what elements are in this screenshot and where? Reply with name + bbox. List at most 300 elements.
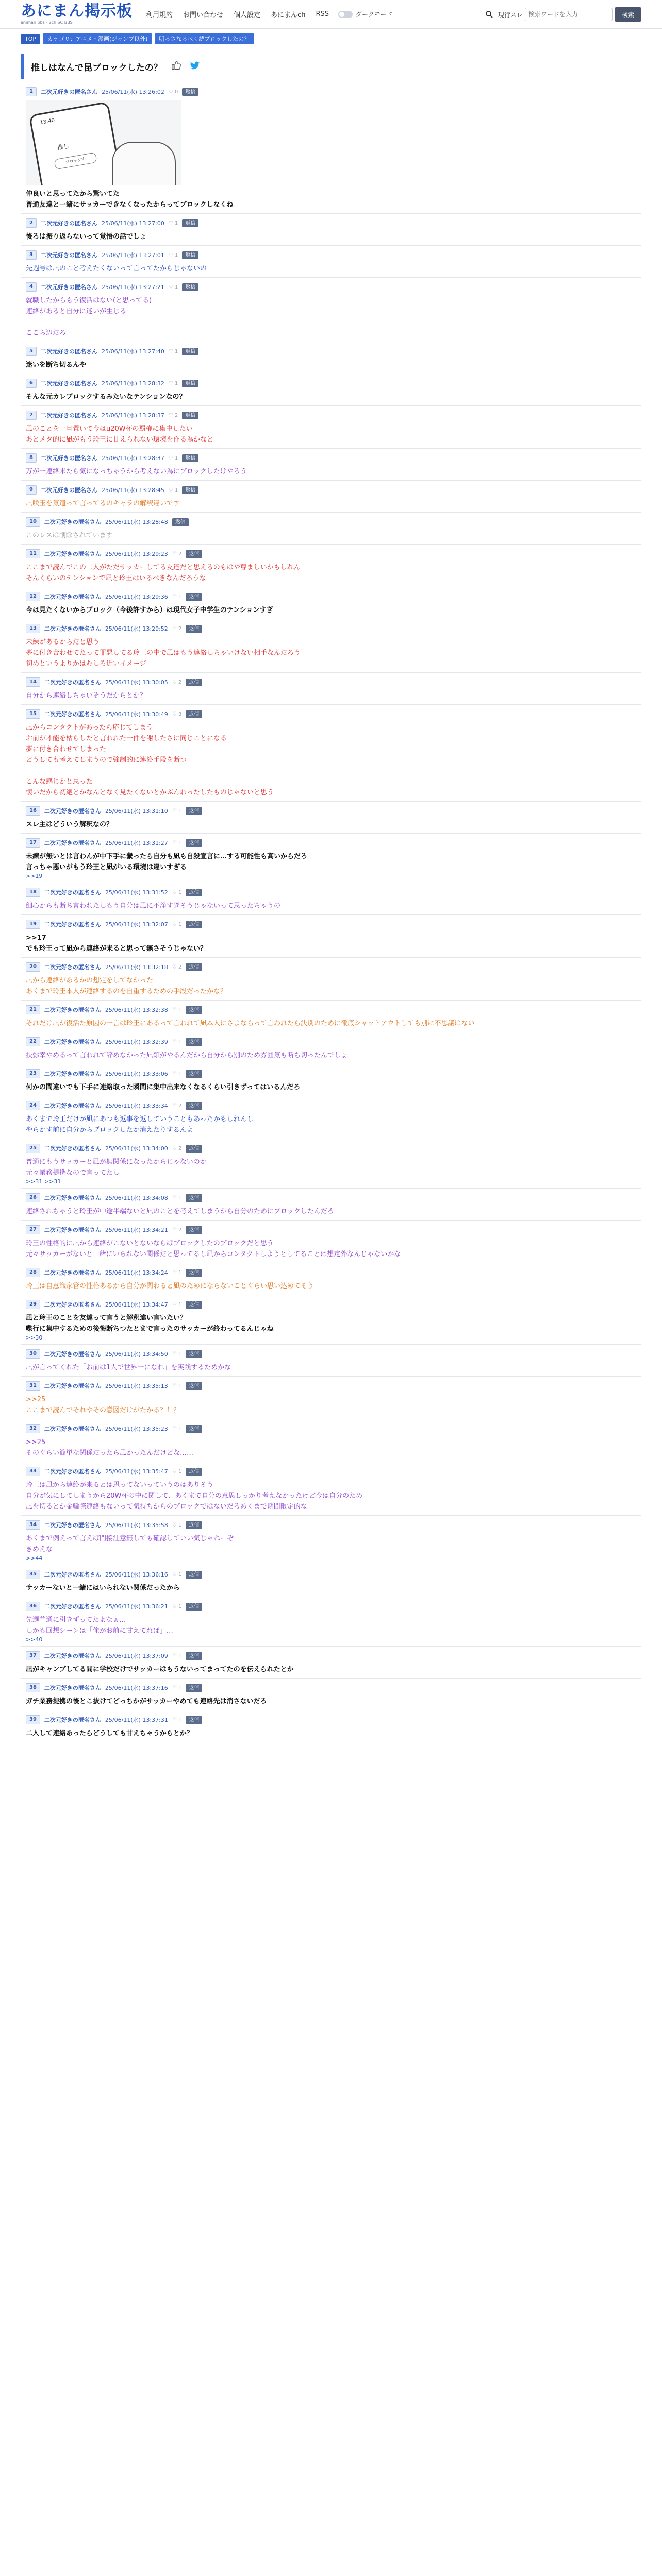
heart-icon: ♡	[172, 1007, 178, 1013]
post	[21, 545, 641, 587]
phone-illustration	[29, 101, 123, 185]
heart-icon: ♡	[172, 1301, 178, 1308]
heart-icon: ♡	[172, 1351, 178, 1357]
post	[21, 1377, 641, 1419]
post	[21, 513, 641, 545]
poster-name: 二次元好きの匿名さん	[40, 380, 97, 387]
nav-animanch[interactable]: あにまんch	[271, 11, 306, 19]
post-date: 25/06/11(水) 13:27:40	[101, 348, 164, 355]
post-number[interactable]: 17	[26, 838, 40, 848]
poster-name: 二次元好きの匿名さん	[44, 1301, 101, 1308]
like-button[interactable]	[169, 89, 178, 95]
post-number[interactable]: 26	[26, 1193, 40, 1202]
post-body: 後ろは振り返らないって覚悟の話でしょ	[26, 233, 147, 241]
like-button[interactable]	[172, 840, 182, 846]
post-number[interactable]: 10	[26, 517, 40, 527]
post	[21, 1295, 641, 1345]
reply-button[interactable]: 返信	[186, 1350, 202, 1358]
reply-button[interactable]: 返信	[186, 710, 202, 718]
post	[21, 1001, 641, 1032]
post-date: 25/06/11(水) 13:31:27	[105, 840, 168, 846]
post-number[interactable]: 19	[26, 920, 40, 929]
like-count: 1	[178, 808, 182, 814]
post-date: 25/06/11(水) 13:30:05	[105, 679, 168, 686]
post	[21, 958, 641, 1001]
heart-icon: ♡	[172, 1071, 178, 1077]
like-button[interactable]	[172, 964, 182, 970]
post	[21, 1221, 641, 1263]
post-number[interactable]: 12	[26, 592, 40, 601]
reply-button[interactable]: 返信	[186, 839, 202, 847]
heart-icon: ♡	[168, 412, 175, 418]
like-button[interactable]	[169, 349, 178, 354]
poster-name: 二次元好きの匿名さん	[44, 1071, 101, 1077]
reply-button[interactable]: 返信	[182, 251, 198, 259]
reply-button[interactable]: 返信	[186, 1269, 202, 1277]
post-meta	[26, 838, 636, 848]
dark-mode-toggle[interactable]	[338, 10, 393, 19]
post-meta	[26, 1349, 636, 1359]
heart-icon: ♡	[172, 1522, 178, 1528]
like-count: 1	[178, 1653, 182, 1659]
like-button[interactable]	[172, 594, 182, 600]
reply-button[interactable]: 返信	[186, 1571, 202, 1579]
post	[21, 1565, 641, 1597]
post-meta	[26, 549, 636, 559]
nav-terms[interactable]: 利用規約	[146, 11, 173, 19]
reply-button[interactable]: 返信	[186, 593, 202, 601]
reply-button[interactable]: 返信	[182, 348, 198, 355]
poster-name: 二次元好きの匿名さん	[44, 1227, 101, 1233]
post-meta	[26, 378, 636, 388]
post	[21, 673, 641, 705]
post-number[interactable]: 11	[26, 549, 40, 558]
post-body: ここまで読んでこの二人がただサッカーしてる友達だと思えるのもはや尊ましいかもしれん そんくらいのテンションで凪と玲王はいるべきなんだろうな	[26, 564, 301, 582]
like-button[interactable]	[172, 1103, 182, 1109]
reply-button[interactable]: 返信	[182, 454, 198, 462]
reply-button[interactable]: 返信	[186, 550, 202, 558]
post-number[interactable]: 28	[26, 1268, 40, 1277]
poster-name: 二次元好きの匿名さん	[44, 840, 101, 846]
like-button[interactable]	[172, 1146, 182, 1151]
post-date: 25/06/11(水) 13:35:47	[105, 1468, 168, 1475]
like-button[interactable]	[169, 221, 178, 226]
reply-button[interactable]: 返信	[182, 283, 198, 291]
heart-icon: ♡	[172, 1685, 178, 1691]
post-date: 25/06/11(水) 13:34:50	[105, 1351, 168, 1358]
like-button[interactable]	[172, 1604, 182, 1609]
post-number[interactable]: 35	[26, 1570, 40, 1579]
post-body: 迷いを断ち切るんや	[26, 361, 87, 369]
like-button[interactable]	[172, 551, 182, 557]
like-count: 0	[175, 89, 178, 95]
post	[21, 1647, 641, 1679]
post-number[interactable]: 34	[26, 1520, 40, 1530]
search-button[interactable]: 検索	[615, 7, 641, 22]
heart-icon: ♡	[172, 889, 178, 895]
poster-name: 二次元好きの匿名さん	[44, 964, 101, 971]
like-button[interactable]	[172, 1270, 182, 1276]
heart-icon: ♡	[168, 220, 175, 226]
reply-button[interactable]: 返信	[186, 1684, 202, 1692]
post-meta	[26, 709, 636, 719]
heart-icon: ♡	[172, 1145, 178, 1151]
like-button[interactable]	[172, 1426, 182, 1432]
share-buttons	[171, 60, 201, 73]
reply-button[interactable]: 返信	[186, 1603, 202, 1611]
poster-name: 二次元好きの匿名さん	[40, 348, 97, 355]
post-number[interactable]: 31	[26, 1381, 40, 1391]
post-meta	[26, 1100, 636, 1111]
post-body: あくまで例えって言えば間接注意無しても確認していい気じゃねーぞ きめえな	[26, 1535, 234, 1553]
like-button[interactable]	[172, 1351, 182, 1357]
reply-button[interactable]: 返信	[186, 807, 202, 815]
like-button[interactable]	[172, 1227, 182, 1233]
post-date: 25/06/11(水) 13:35:13	[105, 1383, 168, 1389]
like-button[interactable]	[172, 1383, 182, 1389]
post-body: 先週普通に引きずってたよなぁ… しかも回想シーンは「俺がお前に甘えてれば」…	[26, 1616, 173, 1635]
like-button[interactable]	[172, 1071, 182, 1077]
post-number[interactable]: 5	[26, 347, 37, 356]
post-date: 25/06/11(水) 13:32:18	[105, 964, 168, 971]
post	[21, 82, 641, 214]
post-meta	[26, 1299, 636, 1310]
poster-name: 二次元好きの匿名さん	[44, 1145, 101, 1152]
poster-name: 二次元好きの匿名さん	[44, 1653, 101, 1659]
reply-button[interactable]: 返信	[186, 1102, 202, 1110]
heart-icon: ♡	[168, 89, 175, 95]
twitter-icon[interactable]	[189, 60, 201, 73]
post-date: 25/06/11(水) 13:34:00	[105, 1145, 168, 1152]
like-count: 1	[175, 252, 178, 258]
like-button[interactable]	[172, 1685, 182, 1691]
post-number[interactable]: 15	[26, 709, 40, 719]
like-count: 1	[178, 1269, 182, 1276]
like-count: 1	[175, 284, 178, 290]
post-number[interactable]: 9	[26, 485, 37, 495]
heart-icon: ♡	[172, 679, 178, 685]
like-count: 2	[178, 1103, 182, 1109]
post-date: 25/06/11(水) 13:37:09	[105, 1653, 168, 1659]
post-number[interactable]: 29	[26, 1300, 40, 1309]
post-date: 25/06/11(水) 13:27:01	[101, 252, 164, 259]
like-button[interactable]	[169, 252, 178, 258]
reply-button[interactable]: 返信	[182, 380, 198, 387]
reply-links[interactable]: >>30	[26, 1334, 43, 1341]
post-date: 25/06/11(水) 13:33:34	[105, 1103, 168, 1109]
reply-button[interactable]: 返信	[186, 1070, 202, 1078]
like-button[interactable]	[172, 1195, 182, 1201]
breadcrumb-thread[interactable]: 明るさなるべく続ブロックしたの？	[155, 33, 254, 44]
post-date: 25/06/11(水) 13:32:39	[105, 1039, 168, 1045]
post-meta	[26, 919, 636, 929]
heart-icon: ♡	[172, 1227, 178, 1233]
like-button[interactable]	[172, 1717, 182, 1723]
poster-name: 二次元好きの匿名さん	[44, 1468, 101, 1475]
like-count: 1	[178, 1426, 182, 1432]
like-button[interactable]	[172, 922, 182, 927]
post-number[interactable]: 37	[26, 1651, 40, 1660]
heart-icon: ♡	[172, 808, 178, 814]
post-meta	[26, 282, 636, 292]
post-number[interactable]: 33	[26, 1467, 40, 1476]
poster-name: 二次元好きの匿名さん	[40, 412, 97, 419]
like-count: 1	[178, 1522, 182, 1528]
reply-button[interactable]: 返信	[186, 1425, 202, 1433]
post-body: 普通にもうサッカーと凪が無関係になったからじゃないのか 元々業務提携なので言ってたし	[26, 1158, 207, 1177]
post-body: サッカーないと一緒にはいられない関係だったから	[26, 1584, 180, 1592]
reply-links[interactable]: >>40	[26, 1636, 43, 1643]
post-meta	[26, 623, 636, 634]
post-body: 凪からコンタクトがあったら応じてしまう お前が才能を枯らしたと言われた一件を謝したさに同じことになる 夢に付き合わせてしまった どうしても考えてしまうので強制的に連絡手段を断つ こんな感じかと思った 懐いだから初絶とかなんとなく見たくないとかぶんわったしたものじゃないと思う	[26, 724, 274, 796]
post-meta	[26, 1005, 636, 1015]
poster-name: 二次元好きの匿名さん	[44, 1717, 101, 1723]
reply-button[interactable]: 返信	[186, 1468, 202, 1476]
heart-icon: ♡	[172, 1603, 178, 1609]
post-number[interactable]: 22	[26, 1037, 40, 1046]
post-meta	[26, 591, 636, 602]
breadcrumb-top[interactable]: TOP	[21, 34, 40, 44]
breadcrumb-category[interactable]: カテゴリ：アニメ・漫画(ジャンプ以外)	[43, 33, 152, 44]
post-body: 今は見たくないからブロック（今後許すから）は現代女子中学生のテンションすぎ	[26, 606, 273, 614]
post-number[interactable]: 39	[26, 1715, 40, 1724]
poster-name: 二次元好きの匿名さん	[44, 1007, 101, 1013]
reply-button[interactable]: 返信	[186, 1382, 202, 1390]
post-meta	[26, 962, 636, 972]
post-meta	[26, 1193, 636, 1203]
heart-icon: ♡	[168, 284, 175, 290]
post-date: 25/06/11(水) 13:28:32	[101, 380, 164, 387]
heart-icon: ♡	[172, 1717, 178, 1723]
like-button[interactable]	[172, 890, 182, 895]
post-body: 凪から連絡があるかの想定をしてなかった あくまで玲王本人が連絡するのを自重するための手段だったかな？	[26, 977, 227, 995]
post-body: 玲王の性格的に凪から連絡がこないとないならばブロックしたのブロックだと思う 元々サッカーがないと一緒にいられない関係だと思ってるし凪からコンタクトしようとしてることは想定外なんじゃないかな	[26, 1240, 401, 1258]
heart-icon: ♡	[172, 1653, 178, 1659]
post-number[interactable]: 25	[26, 1144, 40, 1153]
nav-rss[interactable]: RSS	[316, 10, 329, 18]
post-number[interactable]: 21	[26, 1005, 40, 1014]
reply-button[interactable]: 返信	[186, 1652, 202, 1660]
post-number[interactable]: 38	[26, 1683, 40, 1692]
nav-contact[interactable]: お問い合わせ	[183, 11, 224, 19]
post	[21, 214, 641, 246]
post-date: 25/06/11(水) 13:28:48	[105, 519, 168, 526]
post-meta	[26, 1225, 636, 1235]
like-button[interactable]	[172, 1522, 182, 1528]
site-logo[interactable]	[21, 4, 133, 25]
post-date: 25/06/11(水) 13:37:16	[105, 1685, 168, 1691]
post-body: 玲王は凪から連絡が来るとは思ってないっていうのはありそう 自分が気にしてしまうから20W杯の中に関して、あくまで自分の意思しっかり考えなかったけど今は自分のため 凪を切るとか金輪際連絡もないって気持ちからのブロックではないだろあくまで期間限定的な	[26, 1481, 363, 1511]
reply-links[interactable]: >>31 >>31	[26, 1178, 61, 1185]
post-date: 25/06/11(水) 13:31:52	[105, 889, 168, 896]
post-body: スレ主はどういう解釈なの？	[26, 821, 113, 828]
reply-button[interactable]: 返信	[186, 1194, 202, 1202]
reply-button[interactable]: 返信	[186, 921, 202, 928]
post-meta	[26, 485, 636, 495]
toggle-switch[interactable]	[338, 11, 353, 18]
like-button[interactable]	[169, 413, 178, 418]
post-meta	[26, 1651, 636, 1661]
post	[21, 1679, 641, 1710]
post-date: 25/06/11(水) 13:26:02	[101, 89, 164, 95]
post-list	[21, 82, 641, 1742]
phone-time: 13:40	[39, 117, 56, 126]
reply-links[interactable]: >>19	[26, 873, 43, 879]
nav-settings[interactable]: 個人設定	[234, 11, 261, 19]
reply-button[interactable]: 返信	[186, 1521, 202, 1529]
poster-name: 二次元好きの匿名さん	[44, 519, 101, 526]
post-number[interactable]: 36	[26, 1602, 40, 1611]
reply-button[interactable]: 返信	[186, 1301, 202, 1309]
like-count: 1	[178, 1685, 182, 1691]
like-count: 2	[178, 1145, 182, 1151]
post-meta	[26, 250, 636, 260]
like-count: 1	[175, 380, 178, 386]
poster-name: 二次元好きの匿名さん	[40, 252, 97, 259]
like-count: 1	[175, 220, 178, 226]
post-number[interactable]: 16	[26, 806, 40, 816]
post-meta	[26, 1423, 636, 1434]
post-number[interactable]: 18	[26, 888, 40, 897]
post-number[interactable]: 23	[26, 1069, 40, 1078]
top-nav	[146, 9, 329, 19]
reply-button[interactable]: 返信	[186, 1145, 202, 1153]
poster-name: 二次元好きの匿名さん	[44, 594, 101, 600]
post-number[interactable]: 32	[26, 1424, 40, 1433]
search-scope-select[interactable]: 現行スレ	[498, 11, 523, 19]
post-body: 凪と玲王のことを友達って言うと解釈違い言いたい？ 喋行に集中するための後悔断ちつたとまで言ったのサッカーが終わってるんじゃね	[26, 1314, 274, 1333]
post-number[interactable]: 24	[26, 1101, 40, 1110]
post	[21, 705, 641, 802]
reply-button[interactable]: 返信	[186, 1038, 202, 1046]
poster-name: 二次元好きの匿名さん	[44, 1039, 101, 1045]
like-icon[interactable]	[171, 60, 182, 73]
heart-icon: ♡	[172, 1269, 178, 1276]
post-body: あくまで玲王だけが凪にあつも返事を返していうこともあったかもしれんし やらかす前に自分からブロックしたか消えたりするんよ	[26, 1115, 254, 1134]
post-body: 凪がキャンプしてる間に学校だけでサッカーはもうないってまってたのを伝えられたとか	[26, 1666, 294, 1673]
like-button[interactable]	[172, 1469, 182, 1475]
reply-button[interactable]: 返信	[186, 889, 202, 896]
like-count: 1	[175, 455, 178, 461]
post-date: 25/06/11(水) 13:34:21	[105, 1227, 168, 1233]
heart-icon: ♡	[172, 594, 178, 600]
post-date: 25/06/11(水) 13:36:21	[105, 1603, 168, 1610]
like-button[interactable]	[172, 1007, 182, 1013]
post-number[interactable]: 4	[26, 282, 37, 292]
like-button[interactable]	[172, 680, 182, 685]
post-number[interactable]: 14	[26, 677, 40, 687]
like-button[interactable]	[169, 455, 178, 461]
post-body: 仲良いと思ってたから驚いてた 普通友達と一緒にサッカーできなくなったからってブロックしなくね	[26, 190, 234, 209]
like-button[interactable]	[169, 381, 178, 386]
reply-button[interactable]: 返信	[172, 518, 189, 526]
reply-button[interactable]: 返信	[182, 486, 198, 494]
heart-icon: ♡	[172, 1383, 178, 1389]
like-button[interactable]	[169, 284, 178, 290]
poster-name: 二次元好きの匿名さん	[40, 284, 97, 291]
like-count: 1	[178, 1071, 182, 1077]
post-number[interactable]: 20	[26, 962, 40, 972]
post	[21, 834, 641, 883]
poster-name: 二次元好きの匿名さん	[44, 808, 101, 815]
post-number[interactable]: 13	[26, 624, 40, 633]
reply-button[interactable]: 返信	[186, 625, 202, 633]
post-meta	[26, 677, 636, 687]
reply-button[interactable]: 返信	[186, 1226, 202, 1234]
like-count: 2	[178, 964, 182, 970]
reply-links[interactable]: >>44	[26, 1555, 43, 1562]
like-button[interactable]	[172, 1572, 182, 1578]
site-header	[0, 0, 662, 29]
post-body: 凪咲玉を気遣って言ってるのキャラの解釈違いです	[26, 500, 180, 507]
reply-button[interactable]: 返信	[182, 412, 198, 419]
reply-button[interactable]: 返信	[186, 963, 202, 971]
poster-name: 二次元好きの匿名さん	[44, 1195, 101, 1201]
post-meta	[26, 1267, 636, 1278]
post-number[interactable]: 8	[26, 453, 37, 463]
poster-name: 二次元好きの匿名さん	[44, 1685, 101, 1691]
reply-button[interactable]: 返信	[182, 88, 198, 96]
like-count: 2	[178, 679, 182, 685]
post	[21, 278, 641, 342]
post-number[interactable]: 3	[26, 250, 37, 260]
post-meta	[26, 87, 636, 97]
post-meta	[26, 453, 636, 463]
post-image[interactable]	[26, 100, 181, 185]
like-button[interactable]	[172, 1302, 182, 1308]
post-body: 就職したからもう復活はない(と思ってる) 連絡があると自分に迷いが生じる ここら辺だろ	[26, 297, 152, 337]
post-date: 25/06/11(水) 13:27:21	[101, 284, 164, 291]
heart-icon: ♡	[172, 921, 178, 927]
like-count: 1	[178, 1603, 182, 1609]
post-number[interactable]: 30	[26, 1349, 40, 1359]
poster-name: 二次元好きの匿名さん	[44, 1603, 101, 1610]
post-date: 25/06/11(水) 13:27:00	[101, 220, 164, 227]
like-count: 1	[175, 487, 178, 493]
reply-button[interactable]: 返信	[186, 1006, 202, 1014]
like-count: 2	[178, 1227, 182, 1233]
heart-icon: ♡	[172, 1195, 178, 1201]
reply-button[interactable]: 返信	[182, 219, 198, 227]
post-number[interactable]: 1	[26, 87, 37, 96]
dark-mode-label: ダークモード	[355, 11, 393, 18]
post-date: 25/06/11(水) 13:37:31	[105, 1717, 168, 1723]
heart-icon: ♡	[168, 380, 175, 386]
reply-button[interactable]: 返信	[186, 679, 202, 686]
post	[21, 1096, 641, 1139]
search-input[interactable]	[525, 8, 613, 21]
post-date: 25/06/11(水) 13:28:45	[101, 487, 164, 494]
post-number[interactable]: 6	[26, 379, 37, 388]
like-button[interactable]	[172, 1653, 182, 1659]
poster-name: 二次元好きの匿名さん	[40, 89, 97, 95]
heart-icon: ♡	[172, 625, 178, 632]
like-button[interactable]	[172, 808, 182, 814]
poster-name: 二次元好きの匿名さん	[44, 625, 101, 632]
reply-button[interactable]: 返信	[186, 1716, 202, 1724]
post-number[interactable]: 2	[26, 218, 37, 228]
heart-icon: ♡	[172, 1426, 178, 1432]
post-number[interactable]: 27	[26, 1225, 40, 1234]
post-meta	[26, 1715, 636, 1725]
search-icon[interactable]	[483, 8, 496, 21]
like-button[interactable]	[169, 487, 178, 493]
post-number[interactable]: 7	[26, 411, 37, 420]
like-button[interactable]	[172, 1039, 182, 1045]
like-button[interactable]	[172, 711, 182, 717]
poster-name: 二次元好きの匿名さん	[44, 1269, 101, 1276]
like-button[interactable]	[172, 626, 182, 632]
